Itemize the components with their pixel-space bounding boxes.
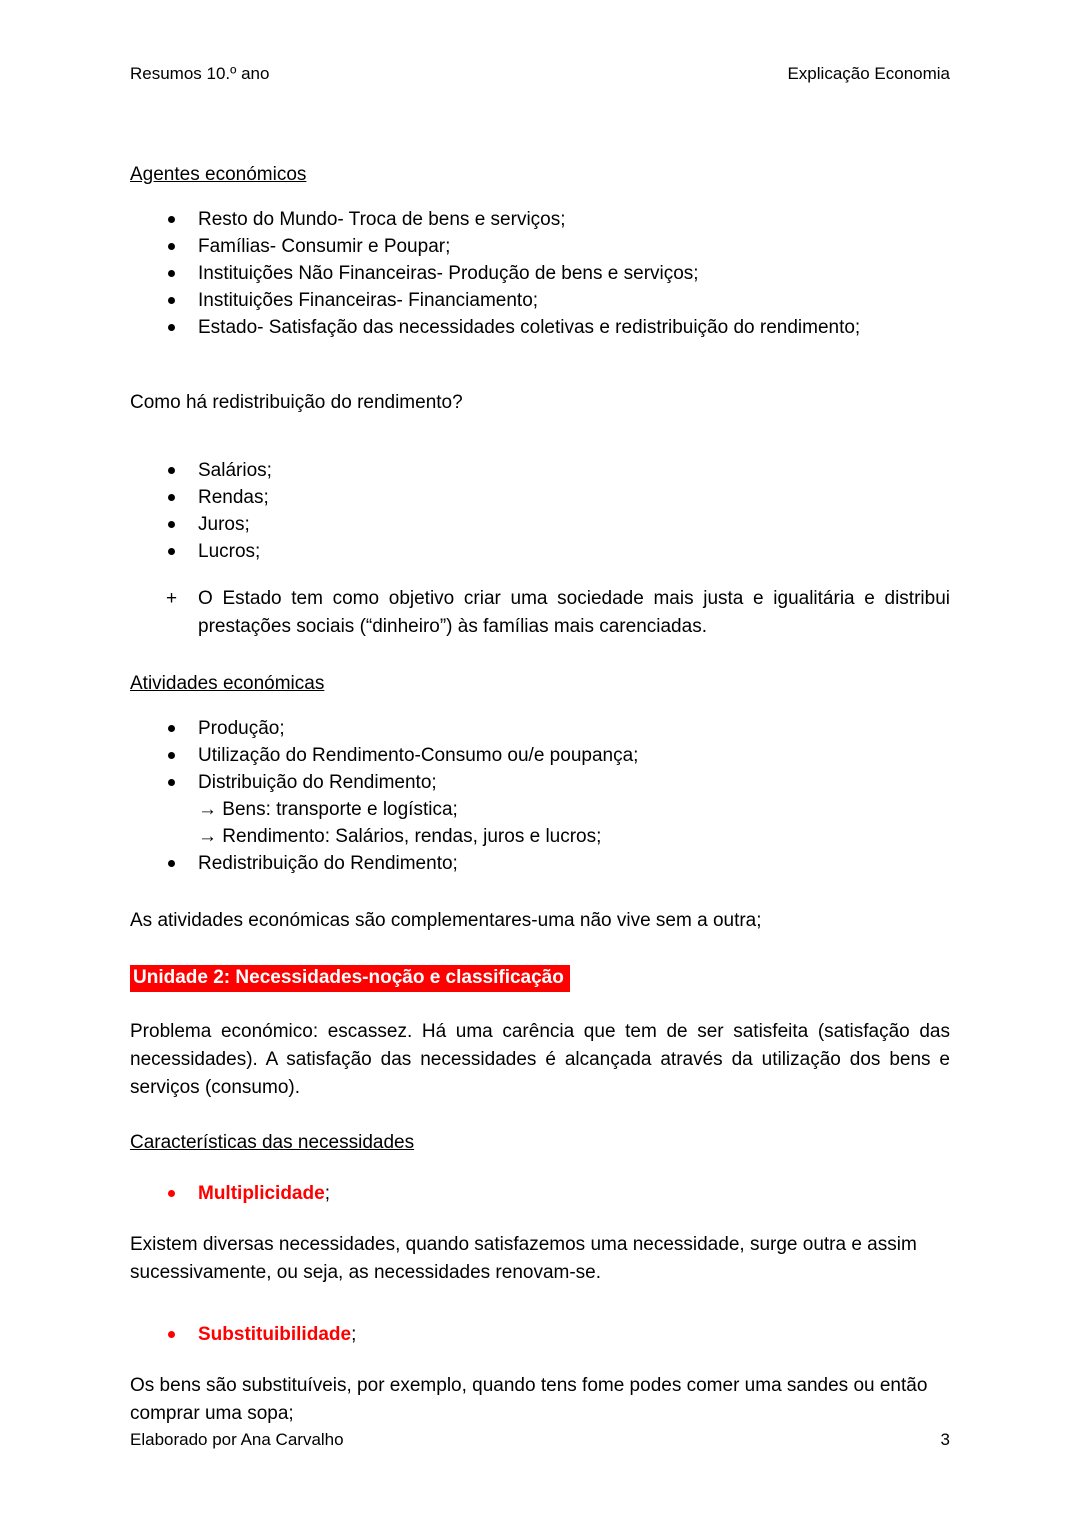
arrow-sub-item bbox=[130, 823, 950, 850]
bullet-icon bbox=[168, 216, 175, 223]
list-item-text: Rendas; bbox=[198, 487, 269, 508]
bullet-icon bbox=[168, 725, 175, 732]
list-item-text: Produção; bbox=[198, 718, 285, 739]
header-right-text: Explicação Economia bbox=[787, 64, 950, 83]
list-item-text: Lucros; bbox=[198, 541, 261, 562]
list-item bbox=[130, 484, 950, 511]
bullet-icon bbox=[168, 243, 175, 250]
list-item-text: Estado- Satisfação das necessidades coletivas e redistribuição do rendimento; bbox=[198, 317, 861, 338]
term-text: Multiplicidade bbox=[198, 1183, 325, 1204]
bullet-icon bbox=[168, 494, 175, 501]
list-item bbox=[130, 850, 950, 877]
term-item bbox=[130, 1180, 950, 1207]
redistribuicao-list bbox=[130, 457, 950, 565]
caracteristica-description: Os bens são substituíveis, por exemplo, quando tens fome podes comer uma sandes ou então comprar uma sopa; bbox=[130, 1375, 928, 1424]
list-item bbox=[130, 233, 950, 260]
term-text: Substituibilidade bbox=[198, 1324, 352, 1345]
list-item-text: Resto do Mundo- Troca de bens e serviços; bbox=[198, 209, 566, 230]
arrow-sub-item-text: → Rendimento: Salários, rendas, juros e lucros; bbox=[198, 826, 602, 847]
list-item bbox=[130, 314, 950, 341]
header-left-text: Resumos 10.º ano bbox=[130, 64, 270, 83]
list-item bbox=[130, 457, 950, 484]
plus-note bbox=[130, 585, 950, 641]
list-item bbox=[130, 511, 950, 538]
list-item bbox=[130, 538, 950, 565]
bullet-icon bbox=[168, 779, 175, 786]
bullet-icon bbox=[168, 324, 175, 331]
plus-icon: + bbox=[166, 588, 178, 609]
bullet-icon bbox=[168, 521, 175, 528]
caracteristica-term-substituibilidade bbox=[130, 1321, 950, 1348]
list-item bbox=[130, 769, 950, 796]
caracteristica-term-multiplicidade bbox=[130, 1180, 950, 1207]
atividades-note: As atividades económicas são complementares-uma não vive sem a outra; bbox=[130, 910, 762, 931]
term-item bbox=[130, 1321, 950, 1348]
page-header bbox=[130, 64, 950, 84]
list-item-text: Salários; bbox=[198, 460, 272, 481]
arrow-sub-item bbox=[130, 796, 950, 823]
section-heading-agentes-economicos: Agentes económicos bbox=[130, 164, 307, 185]
unit-heading-highlight: Unidade 2: Necessidades-noção e classificação bbox=[130, 965, 570, 992]
bullet-icon bbox=[168, 752, 175, 759]
list-item-text: Utilização do Rendimento-Consumo ou/e poupança; bbox=[198, 745, 639, 766]
unidade2-intro-paragraph: Problema económico: escassez. Há uma carência que tem de ser satisfeita (satisfação das necessidades). A satisfação das necessidades é alcançada através da utilização dos bens e serviços (consumo). bbox=[130, 1021, 950, 1098]
list-item-text: Famílias- Consumir e Poupar; bbox=[198, 236, 451, 257]
question-redistribuicao: Como há redistribuição do rendimento? bbox=[130, 392, 463, 413]
list-item-text: Juros; bbox=[198, 514, 250, 535]
bullet-icon bbox=[168, 270, 175, 277]
list-item-text: Instituições Financeiras- Financiamento; bbox=[198, 290, 539, 311]
term-suffix: ; bbox=[351, 1324, 357, 1345]
list-item bbox=[130, 287, 950, 314]
bullet-icon bbox=[168, 467, 175, 474]
list-item-text: Distribuição do Rendimento; bbox=[198, 772, 437, 793]
section-heading-caracteristicas: Características das necessidades bbox=[130, 1132, 415, 1153]
list-item bbox=[130, 206, 950, 233]
atividades-list bbox=[130, 715, 950, 877]
bullet-icon bbox=[168, 297, 175, 304]
plus-note-text: O Estado tem como objetivo criar uma sociedade mais justa e igualitária e distribui prestações sociais (“dinheiro”) às famílias mais carenciadas. bbox=[198, 588, 950, 637]
bullet-icon bbox=[168, 860, 175, 867]
page-footer bbox=[130, 1430, 950, 1450]
red-bullet-icon bbox=[168, 1331, 175, 1338]
list-item bbox=[130, 742, 950, 769]
section-heading-atividades-economicas: Atividades económicas bbox=[130, 673, 325, 694]
agentes-list bbox=[130, 206, 950, 341]
bullet-icon bbox=[168, 548, 175, 555]
list-item-text: Instituições Não Financeiras- Produção de bens e serviços; bbox=[198, 263, 699, 284]
caracteristica-description: Existem diversas necessidades, quando satisfazemos uma necessidade, surge outra e assim sucessivamente, ou seja, as necessidades renovam-se. bbox=[130, 1234, 917, 1283]
term-suffix: ; bbox=[324, 1183, 330, 1204]
unit-heading-wrap bbox=[130, 965, 950, 992]
list-item bbox=[130, 715, 950, 742]
list-item bbox=[130, 260, 950, 287]
red-bullet-icon bbox=[168, 1190, 175, 1197]
footer-page-number: 3 bbox=[940, 1430, 950, 1449]
list-item-text: Redistribuição do Rendimento; bbox=[198, 853, 458, 874]
arrow-sub-item-text: → Bens: transporte e logística; bbox=[198, 799, 458, 820]
footer-author-text: Elaborado por Ana Carvalho bbox=[130, 1430, 344, 1449]
